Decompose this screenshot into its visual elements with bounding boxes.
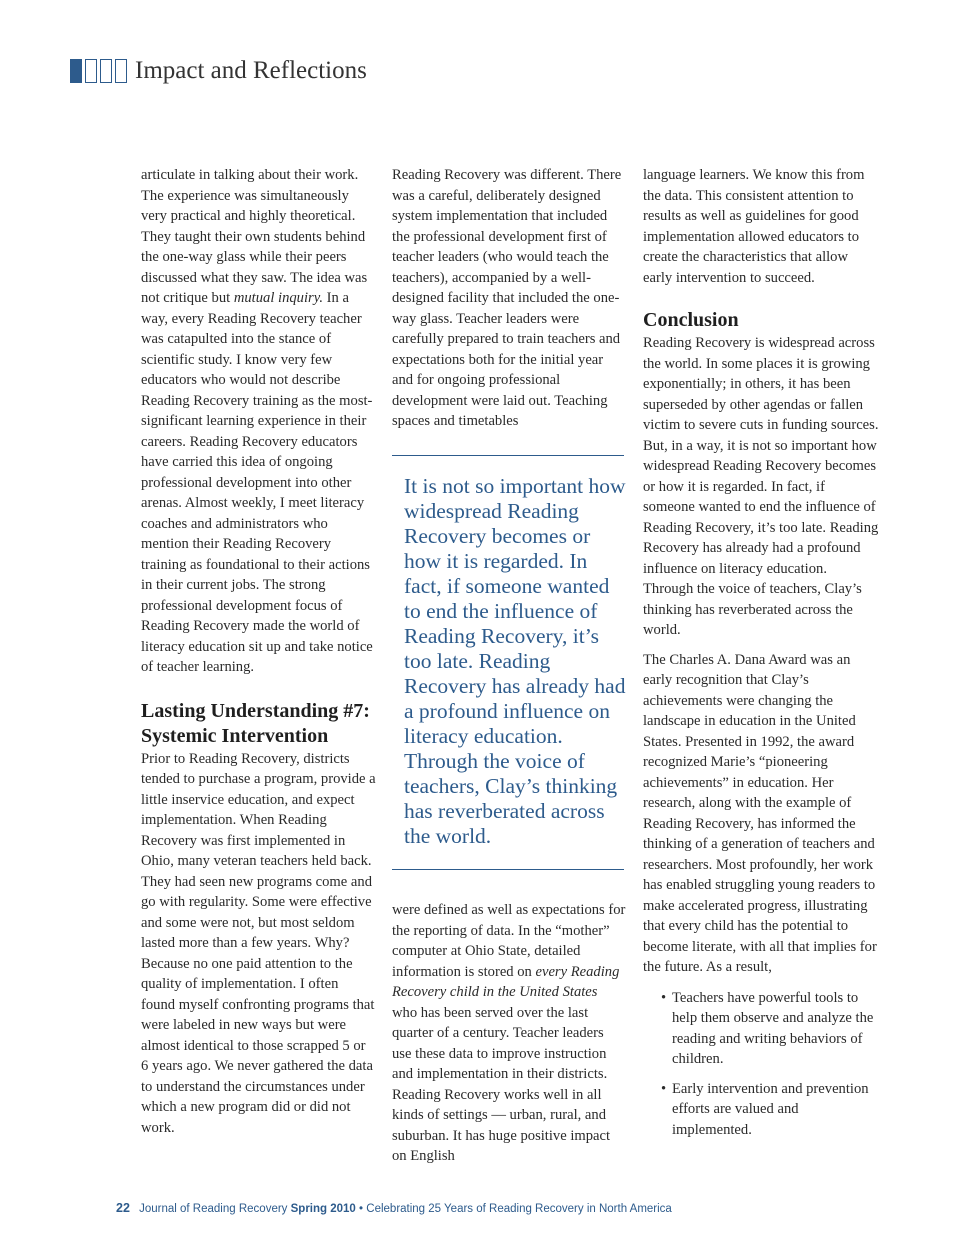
section-marker-icon — [70, 59, 127, 83]
page-number: 22 — [116, 1201, 130, 1215]
page-footer — [116, 1201, 672, 1215]
pullquote-bottom-rule — [392, 869, 624, 870]
pullquote: It is not so important how widespread Reading Recovery becomes or how it is regarded. In fact, if someone wanted to end the influence of Reading Recovery, it’s too late. Reading Recovery has already had a profound influence on literacy education. Through the voice of teachers, Clay’s thinking has reverberated across the world. — [404, 474, 626, 848]
bullet-icon: • — [661, 1080, 667, 1097]
paragraph: Reading Recovery was different. There was a careful, deliberately designed system implementation that included the professional development first of teacher leaders (who would teach the teachers), accompanied by a well-designed facility that included the one-way glass. Teacher leaders were carefully prepared to train teachers and expectations both for the initial year and for ongoing professional development were laid out. Teaching spaces and timetables — [392, 167, 622, 429]
paragraph: Prior to Reading Recovery, districts tended to purchase a program, provide a little inservice education, and expect implementation. When Reading Recovery was first implemented in Ohio, many veteran teachers held back. They had seen new programs come and go with regularity. Some were effective and some were not, but most seldom lasted more than a few years. Why? Because no one paid attention to the quality of implementation. I often found myself confronting programs that were labeled in new ways but were almost identical to those scrapped 5 or 6 years ago. We never gathered the data to understand the circumstances under which a new program did or did not work. — [141, 750, 376, 1136]
bullet-icon: • — [661, 989, 667, 1006]
column-1 — [141, 165, 376, 1138]
issue-label: Spring 2010 — [290, 1203, 356, 1215]
paragraph: Reading Recovery is widespread across the world. In some places it is growing exponentially; in others, it has been superseded by other agendas or fallen victim to severe cuts in funding sources. But, in a way, it is not so important how widespread Reading Recovery becomes or how it is regarded. In fact, if someone wanted to end the influence of Reading Recovery, it’s too late. Reading Recovery has already had a profound influence on literacy education. Through the voice of teachers, Clay’s thinking has reverberated across the world. — [643, 335, 879, 638]
section-heading: Lasting Understanding #7: Systemic Intervention — [141, 699, 370, 747]
paragraph: articulate in talking about their work. The experience was simultaneously very practical and highly theoretical. They taught their own students behind the one-way glass while their peers discussed what they saw. The idea was not critique but mutual inquiry. In a way, every Reading Recovery teacher was catapulted into the stance of scientific study. I know very few educators who would not describe Reading Recovery training as the most-significant learning experience in their careers. Reading Recovery educators have carried this idea of ongoing professional development into other arenas. Almost weekly, I meet literacy coaches and administrators who mention their Reading Recovery training as foundational to their actions in their current jobs. The strong professional development focus of Reading Recovery made the world of literacy education sit up and take notice of teacher learning. — [141, 167, 373, 675]
section-title: Impact and Reflections — [135, 57, 367, 84]
paragraph: were defined as well as expectations for the reporting of data. In the “mother” computer at Ohio State, detailed information is stored on every Reading Recovery child in the United States who has been served over the last quarter of a century. Teacher leaders use these data to improve instruction and implementation in their districts. Reading Recovery works well in all kinds of settings — urban, rural, and suburban. It has huge positive impact on English — [392, 902, 626, 1164]
pullquote-top-rule — [392, 455, 624, 456]
column-3 — [643, 165, 879, 1149]
paragraph: language learners. We know this from the data. This consistent attention to results as well as guidelines for good implementation allowed educators to create the characteristics that allow early intervention to succeed. — [643, 167, 865, 286]
column-2-bottom — [392, 900, 626, 1167]
list-item: • Early intervention and prevention efforts are valued and implemented. — [661, 1080, 869, 1138]
conclusion-heading: Conclusion — [643, 309, 739, 331]
page-header — [70, 55, 367, 87]
column-2-top — [392, 165, 626, 432]
paragraph: The Charles A. Dana Award was an early recognition that Clay’s achievements were changing the landscape in education in the United States. Presented in 1992, the award recognized Marie’s “pioneering achievements” in education. Her research, along with the example of Reading Recovery, has informed the thinking of a generation of teachers and researchers. Most profoundly, her work has enabled struggling young readers to make accelerated progress, illustrating that every child has the potential to become literate, with all that implies for the future. As a result, — [643, 651, 877, 975]
footer-separator: • — [359, 1203, 364, 1215]
list-item: • Teachers have powerful tools to help them observe and analyze the reading and writing behaviors of children. — [661, 989, 874, 1067]
bullet-list — [643, 988, 879, 1141]
journal-name: Journal of Reading Recovery — [139, 1203, 288, 1215]
footer-tagline: Celebrating 25 Years of Reading Recovery in North America — [366, 1203, 672, 1215]
